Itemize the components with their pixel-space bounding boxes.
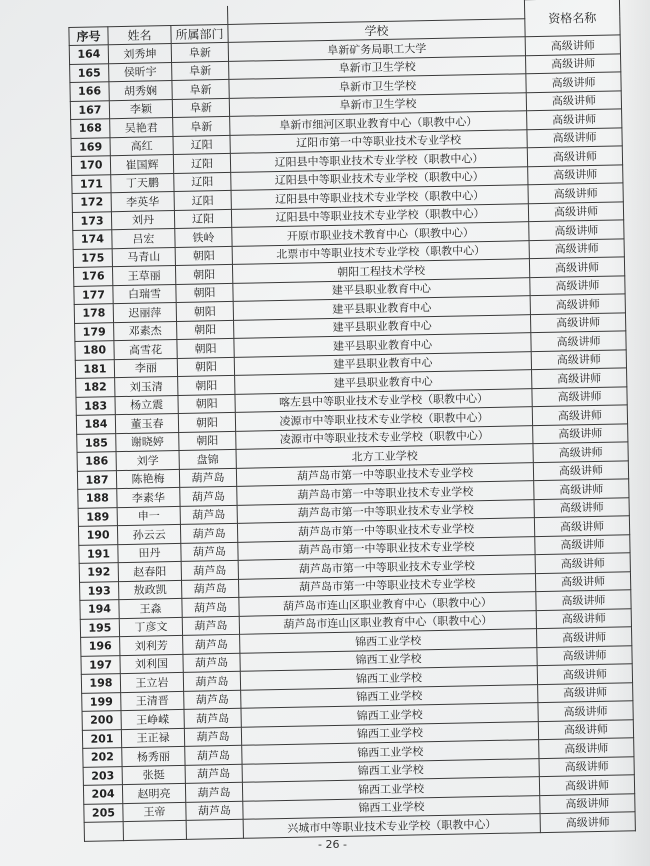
cell-school: 北票市中等职业技术专业学校（职教中心） [232, 240, 529, 264]
cell-school: 锦西工业学校 [240, 647, 537, 671]
page-edge-shadow [610, 0, 650, 866]
cell-dept: 葫芦岛 [186, 801, 243, 821]
cell-school: 建平县职业教育中心 [234, 333, 531, 357]
cell-school: 锦西工业学校 [242, 777, 539, 801]
cell-dept: 阜新 [171, 42, 228, 62]
cell-no: 175 [73, 248, 112, 267]
teacher-qualification-table [68, 0, 636, 841]
cell-school: 葫芦岛市第一中等职业技术专业学校 [238, 536, 535, 560]
cell-name: 杨秀丽 [122, 746, 185, 766]
cell-dept: 朝阳 [175, 246, 232, 266]
cell-qualification: 高级讲师 [530, 275, 625, 295]
cell-no: 184 [76, 415, 115, 434]
cell-name: 杨立震 [115, 395, 178, 415]
cell-name: 张挺 [122, 765, 185, 785]
cell-qualification: 高级讲师 [534, 479, 629, 499]
cell-school: 葫芦岛市第一中等职业技术专业学校 [238, 555, 535, 579]
cell-no: 172 [72, 193, 111, 212]
cell-dept: 朝阳 [178, 412, 235, 432]
header-dept: 所属部门 [171, 24, 228, 44]
cell-dept: 辽阳 [174, 190, 231, 210]
cell-name: 陈艳梅 [116, 469, 179, 489]
cell-no: 164 [69, 45, 108, 64]
cell-school: 朝阳工程技术学校 [232, 259, 529, 283]
header-school: 学校 [228, 18, 525, 42]
cell-dept: 阜新 [172, 61, 229, 81]
cell-school: 葫芦岛市第一中等职业技术专业学校 [237, 499, 534, 523]
cell-dept: 辽阳 [173, 153, 230, 173]
cell-qualification: 高级讲师 [529, 257, 624, 277]
cell-dept [186, 819, 243, 839]
cell-dept: 葫芦岛 [185, 782, 242, 802]
cell-qualification: 高级讲师 [533, 460, 628, 480]
cell-dept: 朝阳 [177, 357, 234, 377]
cell-dept: 葫芦岛 [180, 505, 237, 525]
cell-qualification: 高级讲师 [527, 127, 622, 147]
cell-dept: 葫芦岛 [182, 616, 239, 636]
header-qualification: 资格名称 [524, 0, 620, 37]
cell-qualification: 高级讲师 [528, 201, 623, 221]
cell-name: 申一 [117, 506, 180, 526]
cell-no: 177 [74, 285, 113, 304]
cell-qualification: 高级讲师 [533, 442, 628, 462]
cell-school: 葫芦岛市第一中等职业技术专业学校 [238, 573, 535, 597]
cell-no: 183 [76, 396, 115, 415]
cell-qualification: 高级讲师 [540, 793, 635, 813]
cell-name: 吕宏 [112, 228, 175, 248]
cell-no: 199 [82, 692, 121, 711]
table-body [69, 35, 635, 841]
cell-no: 202 [83, 748, 122, 767]
cell-school: 阜新市卫生学校 [229, 92, 526, 116]
cell-no: 204 [83, 785, 122, 804]
cell-dept: 葫芦岛 [179, 468, 236, 488]
cell-name: 丁彦文 [119, 617, 182, 637]
cell-no: 169 [71, 137, 110, 156]
cell-no: 178 [74, 304, 113, 323]
cell-dept: 朝阳 [175, 264, 232, 284]
cell-no: 173 [72, 211, 111, 230]
cell-qualification: 高级讲师 [535, 534, 630, 554]
cell-no: 198 [81, 674, 120, 693]
cell-school: 北方工业学校 [236, 444, 533, 468]
cell-dept: 朝阳 [177, 320, 234, 340]
cell-no: 197 [81, 655, 120, 674]
cell-dept: 朝阳 [178, 375, 235, 395]
cell-no: 179 [75, 322, 114, 341]
cell-dept: 铁岭 [175, 227, 232, 247]
cell-qualification: 高级讲师 [525, 53, 620, 73]
cell-school: 阜新市卫生学校 [229, 55, 526, 79]
cell-name: 李素华 [117, 487, 180, 507]
cell-no: 190 [78, 526, 117, 545]
cell-qualification: 高级讲师 [526, 72, 621, 92]
cell-school: 葫芦岛市连山区职业教育中心（职教中心） [239, 610, 536, 634]
cell-name: 赵春阳 [118, 561, 181, 581]
cell-qualification: 高级讲师 [539, 756, 634, 776]
cell-no: 166 [70, 82, 109, 101]
cell-dept: 葫芦岛 [181, 542, 238, 562]
cell-school: 阜新市细河区职业教育中心（职教中心） [230, 111, 527, 135]
cell-name: 邓素杰 [114, 321, 177, 341]
cell-dept: 葫芦岛 [182, 579, 239, 599]
cell-school: 锦西工业学校 [242, 758, 539, 782]
cell-dept: 阜新 [172, 98, 229, 118]
cell-dept: 葫芦岛 [181, 560, 238, 580]
cell-name: 敖政凯 [119, 580, 182, 600]
cell-no [84, 822, 123, 841]
cell-school: 锦西工业学校 [242, 740, 539, 764]
cell-name: 王立岩 [120, 672, 183, 692]
cell-qualification: 高级讲师 [539, 775, 634, 795]
cell-no: 203 [83, 766, 122, 785]
cell-name: 李英华 [111, 191, 174, 211]
cell-school: 锦西工业学校 [241, 684, 538, 708]
cell-no: 196 [81, 637, 120, 656]
cell-school: 兴城市中等职业技术专业学校（职教中心） [243, 814, 540, 838]
cell-name: 李颖 [109, 99, 172, 119]
cell-name: 迟丽萍 [113, 302, 176, 322]
cell-qualification: 高级讲师 [529, 220, 624, 240]
cell-name: 崔国辉 [110, 155, 173, 175]
cell-school: 葫芦岛市第一中等职业技术专业学校 [237, 518, 534, 542]
cell-no: 180 [75, 341, 114, 360]
cell-school: 喀左县中等职业技术专业学校（职教中心） [235, 388, 532, 412]
cell-school: 锦西工业学校 [240, 629, 537, 653]
cell-school: 锦西工业学校 [240, 666, 537, 690]
cell-qualification: 高级讲师 [528, 164, 623, 184]
cell-name: 刘秀坤 [108, 44, 171, 64]
cell-no: 188 [78, 489, 117, 508]
cell-no: 165 [70, 63, 109, 82]
cell-name: 董玉春 [115, 413, 178, 433]
cell-name: 丁天鹏 [111, 173, 174, 193]
cell-no: 168 [71, 119, 110, 138]
cell-name: 刘玉清 [115, 376, 178, 396]
cell-name: 赵明亮 [122, 783, 185, 803]
cell-school: 建平县职业教育中心 [235, 370, 532, 394]
cell-qualification: 高级讲师 [535, 553, 630, 573]
cell-qualification: 高级讲师 [532, 405, 627, 425]
cell-school: 辽阳县中等职业技术专业学校（职教中心） [231, 185, 528, 209]
cell-name: 侯昕宇 [109, 62, 172, 82]
cell-school: 辽阳县中等职业技术专业学校（职教中心） [231, 203, 528, 227]
cell-dept: 阜新 [173, 116, 230, 136]
cell-school: 建平县职业教育中心 [234, 314, 531, 338]
cell-qualification: 高级讲师 [531, 349, 626, 369]
cell-no: 187 [77, 470, 116, 489]
cell-qualification: 高级讲师 [538, 701, 633, 721]
cell-dept: 朝阳 [178, 394, 235, 414]
cell-qualification: 高级讲师 [529, 238, 624, 258]
cell-no: 182 [76, 378, 115, 397]
cell-dept: 阜新 [172, 79, 229, 99]
cell-name: 刘学 [116, 450, 179, 470]
cell-qualification: 高级讲师 [537, 645, 632, 665]
cell-qualification: 高级讲师 [534, 497, 629, 517]
cell-name: 谢晓婷 [116, 432, 179, 452]
cell-dept: 辽阳 [174, 209, 231, 229]
cell-name: 田丹 [118, 543, 181, 563]
cell-no: 200 [82, 711, 121, 730]
cell-no: 205 [84, 803, 123, 822]
cell-school: 辽阳市第一中等职业技术专业学校 [230, 129, 527, 153]
cell-name: 王正禄 [121, 728, 184, 748]
cell-qualification: 高级讲师 [532, 368, 627, 388]
cell-name: 马青山 [112, 247, 175, 267]
cell-name [123, 820, 186, 840]
cell-dept: 朝阳 [176, 301, 233, 321]
cell-no: 192 [79, 563, 118, 582]
cell-school: 阜新市卫生学校 [229, 74, 526, 98]
cell-no: 193 [80, 581, 119, 600]
cell-qualification: 高级讲师 [538, 682, 633, 702]
cell-qualification: 高级讲师 [540, 812, 635, 832]
cell-qualification: 高级讲师 [527, 146, 622, 166]
cell-no: 185 [77, 433, 116, 452]
cell-no: 191 [79, 544, 118, 563]
cell-qualification: 高级讲师 [535, 571, 630, 591]
cell-school: 锦西工业学校 [243, 795, 540, 819]
cell-qualification: 高级讲师 [525, 35, 620, 55]
cell-no: 171 [72, 174, 111, 193]
cell-dept: 葫芦岛 [183, 634, 240, 654]
cell-school: 凌源市中等职业技术专业学校（职教中心） [236, 425, 533, 449]
cell-no: 170 [71, 156, 110, 175]
cell-no: 181 [75, 359, 114, 378]
cell-name: 刘丹 [111, 210, 174, 230]
cell-name: 王淼 [119, 598, 182, 618]
cell-name: 白瑞雪 [113, 284, 176, 304]
cell-school: 锦西工业学校 [241, 703, 538, 727]
cell-school: 葫芦岛市连山区职业教育中心（职教中心） [239, 592, 536, 616]
cell-school: 凌源市中等职业技术专业学校（职教中心） [235, 407, 532, 431]
cell-qualification: 高级讲师 [533, 423, 628, 443]
cell-dept: 葫芦岛 [185, 764, 242, 784]
cell-school: 辽阳县中等职业技术专业学校（职教中心） [230, 148, 527, 172]
cell-dept: 朝阳 [177, 338, 234, 358]
cell-qualification: 高级讲师 [534, 516, 629, 536]
cell-dept: 辽阳 [174, 172, 231, 192]
cell-no: 167 [70, 100, 109, 119]
cell-name: 胡秀娴 [109, 81, 172, 101]
cell-qualification: 高级讲师 [530, 294, 625, 314]
cell-dept: 葫芦岛 [184, 708, 241, 728]
page-number: - 26 - [318, 838, 347, 851]
cell-name: 王清晋 [121, 691, 184, 711]
cell-dept: 葫芦岛 [185, 745, 242, 765]
cell-no: 186 [77, 452, 116, 471]
cell-dept: 葫芦岛 [183, 671, 240, 691]
cell-dept: 葫芦岛 [183, 653, 240, 673]
cell-qualification: 高级讲师 [531, 331, 626, 351]
cell-qualification: 高级讲师 [536, 608, 631, 628]
cell-name: 王峥嵘 [121, 709, 184, 729]
cell-school: 开原市职业技术教育中心（职教中心） [232, 222, 529, 246]
cell-qualification: 高级讲师 [527, 109, 622, 129]
cell-dept: 盘锦 [179, 449, 236, 469]
cell-no: 176 [73, 267, 112, 286]
cell-name: 李丽 [114, 358, 177, 378]
cell-dept: 葫芦岛 [180, 523, 237, 543]
cell-no: 194 [80, 600, 119, 619]
cell-dept: 葫芦岛 [180, 486, 237, 506]
cell-dept: 朝阳 [179, 431, 236, 451]
cell-name: 高雪花 [114, 339, 177, 359]
cell-qualification: 高级讲师 [538, 719, 633, 739]
cell-qualification: 高级讲师 [537, 627, 632, 647]
cell-name: 吴艳君 [110, 118, 173, 138]
cell-school: 葫芦岛市第一中等职业技术专业学校 [237, 481, 534, 505]
header-no: 序号 [69, 26, 108, 45]
cell-qualification: 高级讲师 [528, 183, 623, 203]
cell-qualification: 高级讲师 [539, 738, 634, 758]
cell-no: 189 [78, 507, 117, 526]
header-name: 姓名 [108, 25, 171, 45]
cell-dept: 辽阳 [173, 135, 230, 155]
cell-name: 王草丽 [112, 265, 175, 285]
cell-qualification: 高级讲师 [526, 90, 621, 110]
cell-name: 刘利芳 [120, 635, 183, 655]
cell-school: 辽阳县中等职业技术专业学校（职教中心） [231, 166, 528, 190]
cell-school: 建平县职业教育中心 [233, 296, 530, 320]
cell-name: 王帝 [123, 802, 186, 822]
cell-name: 刘利国 [120, 654, 183, 674]
cell-dept: 葫芦岛 [184, 690, 241, 710]
cell-qualification: 高级讲师 [537, 664, 632, 684]
cell-no: 201 [82, 729, 121, 748]
cell-school: 葫芦岛市第一中等职业技术专业学校 [236, 462, 533, 486]
cell-qualification: 高级讲师 [536, 590, 631, 610]
cell-qualification: 高级讲师 [530, 312, 625, 332]
cell-name: 高红 [110, 136, 173, 156]
cell-school: 锦西工业学校 [241, 721, 538, 745]
cell-no: 195 [80, 618, 119, 637]
cell-school: 阜新矿务局职工大学 [228, 37, 525, 61]
cell-school: 建平县职业教育中心 [234, 351, 531, 375]
cell-qualification: 高级讲师 [532, 386, 627, 406]
cell-dept: 葫芦岛 [182, 597, 239, 617]
cell-dept: 葫芦岛 [184, 727, 241, 747]
cell-school: 建平县职业教育中心 [233, 277, 530, 301]
cell-name: 孙云云 [117, 524, 180, 544]
cell-dept: 朝阳 [176, 283, 233, 303]
cell-no: 174 [73, 230, 112, 249]
